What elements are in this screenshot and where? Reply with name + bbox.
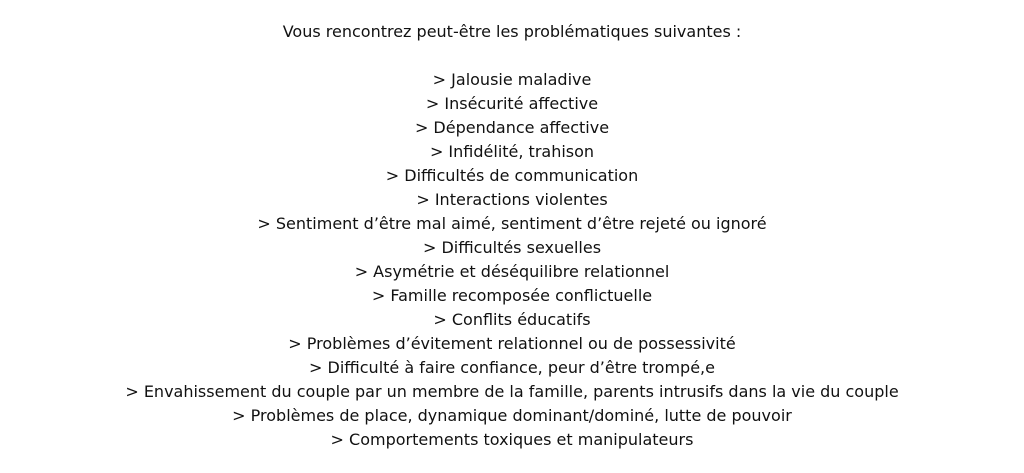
problem-list <box>0 68 1024 452</box>
list-item: > Asymétrie et déséquilibre relationnel <box>354 262 670 281</box>
list-item: > Insécurité affective <box>425 94 599 113</box>
list-item: > Envahissement du couple par un membre de la famille, parents intrusifs dans la vie du couple <box>125 382 899 401</box>
list-item: > Difficultés de communication <box>385 166 639 185</box>
list-item: > Comportements toxiques et manipulateurs <box>330 430 694 449</box>
list-item: > Problèmes d’évitement relationnel ou de possessivité <box>288 334 736 353</box>
list-item: > Difficultés sexuelles <box>422 238 602 257</box>
list-item: > Sentiment d’être mal aimé, sentiment d’être rejeté ou ignoré <box>257 214 767 233</box>
list-item: > Conflits éducatifs <box>433 310 591 329</box>
list-item: > Famille recomposée conflictuelle <box>371 286 653 305</box>
list-item: > Difficulté à faire confiance, peur d’être trompé,e <box>309 358 715 377</box>
list-item: > Problèmes de place, dynamique dominant/dominé, lutte de pouvoir <box>232 406 792 425</box>
intro-text: Vous rencontrez peut-être les problématiques suivantes : <box>282 22 742 41</box>
list-item: > Interactions violentes <box>416 190 608 209</box>
list-item: > Jalousie maladive <box>432 70 592 89</box>
list-item: > Infidélité, trahison <box>429 142 595 161</box>
list-item: > Dépendance affective <box>414 118 610 137</box>
